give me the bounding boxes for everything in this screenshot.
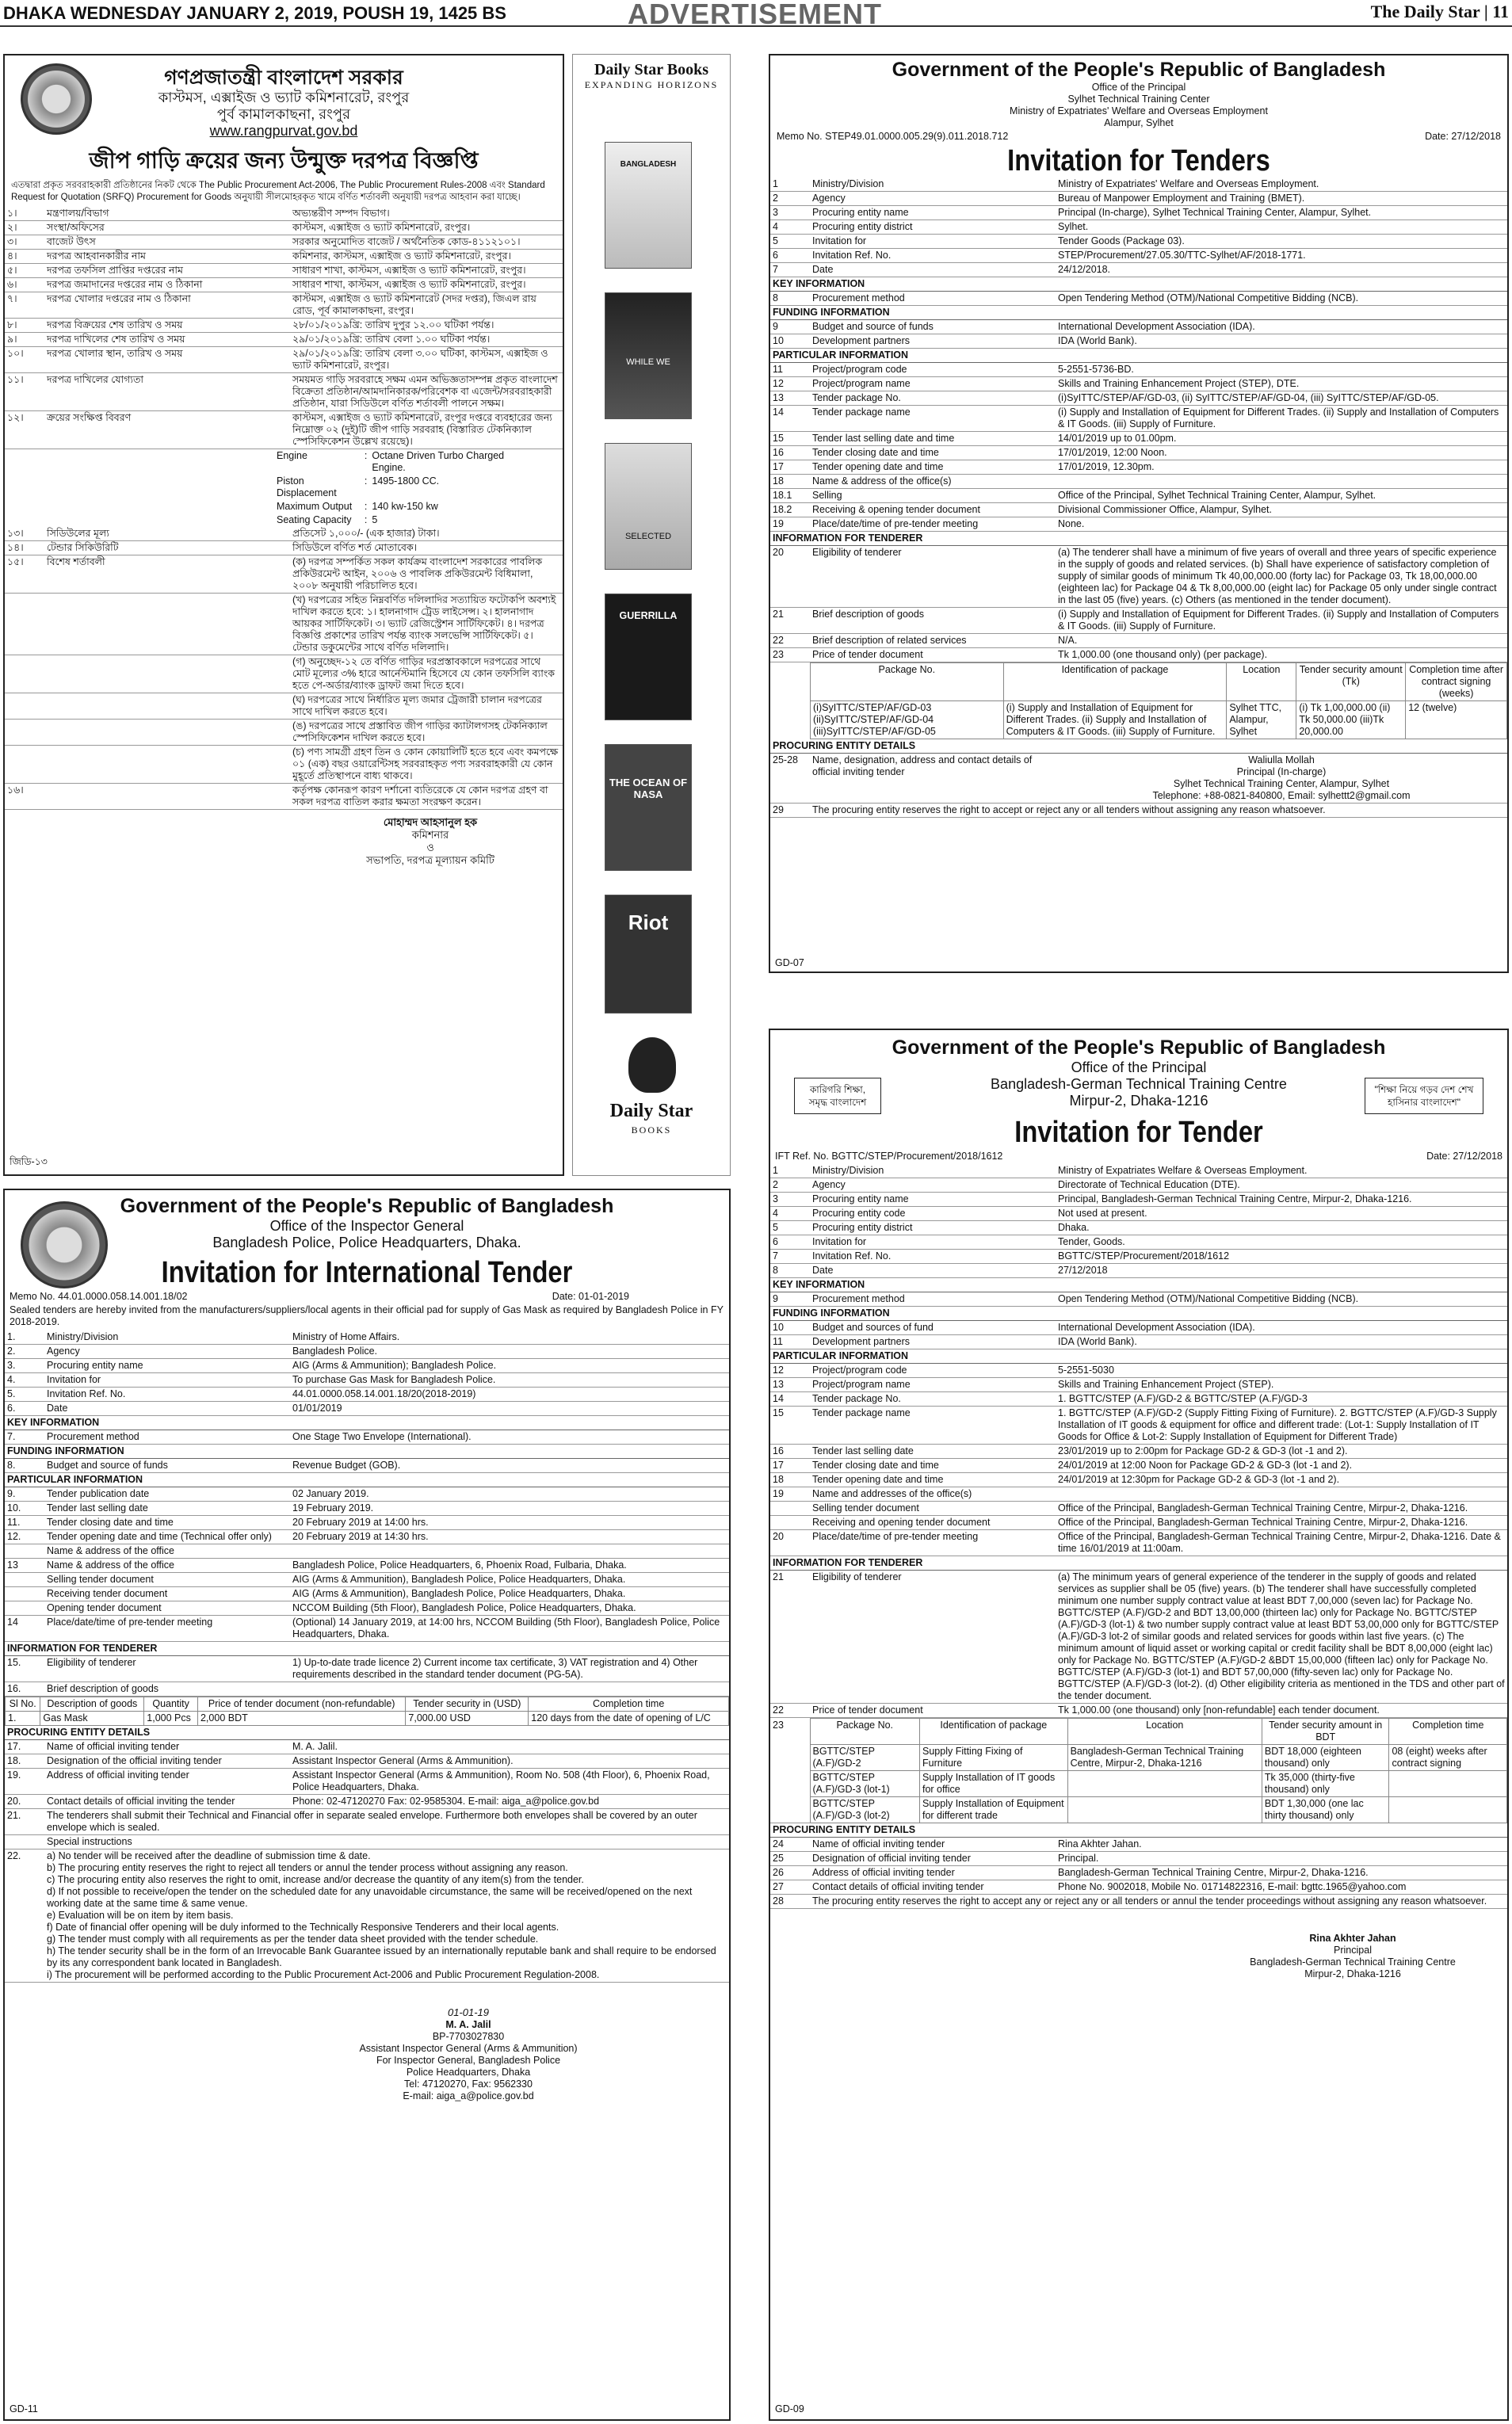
table-cell: Identification of package xyxy=(1003,663,1227,701)
table-row: (ঙ) দরপত্রের সাথে প্রস্তাবিত জীপ গাড়ির ক্যাটালগসহ টেকনিক্যাল স্পেসিফিকেশন দাখিল করতে হবে। xyxy=(5,720,563,746)
mi-table-2: PROCURING ENTITY DETAILS 24 Name of official inviting tender Rina Akhter Jahan. 25 Designation of official inviting tender Principal. 26 Address of official inviting tender Bangladesh-German Technical Training Centre, Mirpur-2, Dhaka-1216. 27 Contact details of official inviting tender Phone No. 9002018, Mobile No. 01714822316, E-mail: bgttc.1965@yahoo.com 28 The procuring entity reserves the right to accept any or reject any or all tenders or annul the tender proceedings without assigning any reason whatsoever. xyxy=(770,1823,1507,1909)
masthead-date: DHAKA WEDNESDAY JANUARY 2, 2019, POUSH 19, 1425 BS xyxy=(3,3,506,23)
table-cell: 120 days from the date of opening of L/C xyxy=(529,1712,729,1726)
text-line: d) If not possible to receive/open the tender on the scheduled date for any unavoidable circumstance, the same will be received/opened on the next working date at the same time & same venue. xyxy=(47,1886,693,1909)
text-line: Bangladesh-German Technical Training Centre xyxy=(1250,1956,1456,1968)
sy-date: Date: 27/12/2018 xyxy=(1425,131,1501,142)
sy-title: Invitation for Tenders xyxy=(1007,144,1270,178)
table-row: 3 Procuring entity name Principal (In-charge), Sylhet Technical Training Center, Alampur, Sylhet. xyxy=(770,206,1507,220)
table-row: 2. Agency Bangladesh Police. xyxy=(5,1345,729,1359)
table-row: 26 Address of official inviting tender Bangladesh-German Technical Training Centre, Mirpur-2, Dhaka-1216. xyxy=(770,1866,1507,1880)
table-row: 27 Contact details of official inviting tender Phone No. 9002018, Mobile No. 01714822316, E-mail: bgttc.1965@yahoo.com xyxy=(770,1880,1507,1895)
sy-package-table xyxy=(810,662,1507,739)
table-row: 3 Procuring entity name Principal, Bangladesh-German Technical Training Centre, Mirpur-2, Dhaka-1216. xyxy=(770,1193,1507,1207)
text-line: Bangladesh-German Technical Training Centre xyxy=(991,1076,1287,1092)
table-row: 22 Brief description of related services N/A. xyxy=(770,634,1507,648)
table-row: PARTICULAR INFORMATION xyxy=(5,1473,729,1487)
bengali-tender-ad xyxy=(3,54,564,1176)
table-row: 4 Procuring entity district Sylhet. xyxy=(770,220,1507,235)
table-row: 16. Brief description of goods xyxy=(5,1682,729,1697)
table-row: INFORMATION FOR TENDERER xyxy=(5,1642,729,1656)
section-title: ADVERTISEMENT xyxy=(628,0,883,30)
table-row: 6 Invitation Ref. No. STEP/Procurement/27.05.30/TTC-Sylhet/AF/2018-1771. xyxy=(770,249,1507,263)
books-logo-name: Daily Star xyxy=(609,1101,693,1121)
table-row: 5. Invitation Ref. No. 44.01.0000.058.14.001.18/20(2018-2019) xyxy=(5,1388,729,1402)
table-row: Selling tender document AIG (Arms & Ammunition), Bangladesh Police, Police Headquarters, Dhaka. xyxy=(5,1573,729,1587)
owl-logo-icon xyxy=(628,1037,676,1093)
table-row: INFORMATION FOR TENDERER xyxy=(770,532,1507,546)
table-row: ১৬। কর্তৃপক্ষ কোনরূপ কারণ দর্শানো ব্যতিরেকে যে কোন দরপত্র গ্রহণ বা সকল দরপত্র বাতিল করার ক্ষমতা সংরক্ষণ করেন। xyxy=(5,784,563,810)
table-cell: (i)SyITTC/STEP/AF/GD-03 (ii)SyITTC/STEP/AF/GD-04 (iii)SyITTC/STEP/AF/GD-05 xyxy=(811,701,1004,739)
table-row: (খ) দরপত্রের সহিত নিম্নবর্ণিত দলিলাদির সত্যায়িত ফটোকপি অবশ্যই দাখিল করতে হবে: ১। হালনাগাদ ট্রেড লাইসেন্স। ২। হালনাগাদ আয়কর সার্টিফিকেট। ৩। ভ্যাট রেজিস্ট্রেশন সার্টিফিকেট। ৪। দরপত্র বিজ্ঞপ্তি প্রকাশের তারিখ পর্যন্ত ব্যাংক সলভেন্সি সার্টিফিকেট। ৫। টেন্ডার ডকুমেন্টের সাথে বর্ণিত দলিলাদি। xyxy=(5,594,563,655)
table-row: FUNDING INFORMATION xyxy=(770,306,1507,320)
bn-intro: এতদ্বারা প্রকৃত সরবরাহকারী প্রতিষ্ঠানের নিকট থেকে The Public Procurement Act-2006, The Public Procurement Rules-2008 এবং Standard Request for Quotation (SRFQ) Procurement for Goods অনুযায়ী সীলমোহরকৃত খামে বর্ণিত শর্তাবলী অনুযায়ী দরপত্র আহবান করা যাচ্ছে। xyxy=(11,181,545,202)
text-line: Mirpur-2, Dhaka-1216 xyxy=(1304,1968,1401,1979)
table-row: 21. The tenderers shall submit their Technical and Financial offer in separate sealed envelope. Furthermore both envelopes shall be covered by an outer envelope which is sealed. xyxy=(5,1809,729,1835)
table-cell: 1. xyxy=(6,1712,40,1726)
table-row: 2 Agency Directorate of Technical Education (DTE). xyxy=(770,1178,1507,1193)
table-row: 28 The procuring entity reserves the right to accept any or reject any or all tenders or annul the tender proceedings without assigning any reason whatsoever. xyxy=(770,1895,1507,1909)
govt-emblem-icon xyxy=(21,63,92,135)
book-cover: BANGLADESH xyxy=(605,142,692,269)
table-row: 14 Tender package name (i) Supply and Installation of Equipment for Different Trades. (ii) Supply and Installation of Computers & IT Goods. (iii) Supply of Furniture. xyxy=(770,406,1507,432)
table-row: 12. Tender opening date and time (Technical offer only) 20 February 2019 at 14:30 hrs. xyxy=(5,1530,729,1544)
table-row: ১২। ক্রয়ের সংক্ষিপ্ত বিবরণ কাস্টমস, এক্সাইজ ও ভ্যাট কমিশনারেট, রংপুর দপ্তরে ব্যবহারের জন্য নিম্নোক্ত ০২ (দুই)টি জীপ গাড়ি সরবরাহ (বিস্তারিত টেকনিক্যাল স্পেসিফিকেশন উল্লেখ রয়েছে)। xyxy=(5,411,563,449)
sy-code: GD-07 xyxy=(775,957,804,968)
table-row: ৮। দরপত্র বিক্রয়ের শেষ তারিখ ও সময় ২৮/০১/২০১৯খ্রি: তারিখ দুপুর ১২.০০ ঘটিকা পর্যন্ত। xyxy=(5,319,563,333)
table-row: ৯। দরপত্র দাখিলের শেষ তারিখ ও সময় ২৯/০১/২০১৯খ্রি: তারিখ বেলা ১.০০ ঘটিকা পর্যন্ত। xyxy=(5,333,563,347)
po-memo-line: Memo No. 44.01.0000.058.14.001.18/02 Date: 01-01-2019 xyxy=(10,1291,629,1302)
table-row: 18 Name & address of the office(s) xyxy=(770,475,1507,489)
sy-gov: Government of the People's Republic of Bangladesh xyxy=(892,59,1386,81)
table-cell: Location xyxy=(1227,663,1296,701)
table-row: ১৪। টেন্ডার সিকিউরিটি সিডিউলে বর্ণিত শর্ত মোতাবেক। xyxy=(5,541,563,555)
table-row: 14 Place/date/time of pre-tender meeting (Optional) 14 January 2019, at 14:00 hrs, NCCOM Building (5th Floor), Bangladesh Police, Police Headquarters, Dhaka. xyxy=(5,1616,729,1642)
text-line: Bangladesh Police, Police Headquarters, Dhaka. xyxy=(212,1235,521,1250)
table-row: 23 Price of tender document Tk 1,000.00 (one thousand only) (per package). xyxy=(770,648,1507,662)
table-row: 12 Project/program code 5-2551-5030 xyxy=(770,1364,1507,1378)
table-row: 17. Name of official inviting tender M. A. Jalil. xyxy=(5,1740,729,1754)
table-row: KEY INFORMATION xyxy=(770,1278,1507,1292)
table-row: 3. Procuring entity name AIG (Arms & Ammunition); Bangladesh Police. xyxy=(5,1359,729,1373)
po-intro: Sealed tenders are hereby invited from the manufacturers/suppliers/local agents in their official pad for supply of Gas Mask as required by Bangladesh Police in FY 2018-2019. xyxy=(10,1304,724,1327)
masthead-right: The Daily Star | 11 xyxy=(1370,2,1509,21)
table-row: 6. Date 01/01/2019 xyxy=(5,1402,729,1416)
table-cell: Sl No. xyxy=(6,1697,40,1712)
sy-proc-head: PROCURING ENTITY DETAILS xyxy=(770,739,1507,754)
table-row: Receiving tender document AIG (Arms & Ammunition), Bangladesh Police, Police Headquarters, Dhaka. xyxy=(5,1587,729,1601)
text-line: a) No tender will be received after the deadline of submission time & date. xyxy=(47,1850,371,1861)
table-row: FUNDING INFORMATION xyxy=(770,1307,1507,1321)
table-row: ৫। দরপত্র তফসিল প্রাপ্তির দপ্তরের নাম সাধারণ শাখা, কাস্টমস, এক্সাইজ ও ভ্যাট কমিশনারেট, রংপুর। xyxy=(5,264,563,278)
police-tender-ad xyxy=(3,1189,731,2421)
po-special: 22. a) No tender will be received after the deadline of submission time & date. b) The procuring entity reserves the right to reject all tenders or annul the tender process without assigning any reason. c) The procuring entity also reserves the right to omit, increase and/or decrease the quantity of any item(s) from the tender. d) If not possible to receive/open the tender on the scheduled date for any unavoidable circumstance, the same will be received/opened on the next working date at the same time & same venue. e) Evaluation will be on item by item basis. f) Date of financial offer opening will be duly informed to the Technically Responsive Tenderers and their local agents. g) The tender must comply with all requirements as per the tender data sheet provided with the tender schedule. h) The tender security shall be in the form of an Irrevocable Bank Guarantee issued by an internationally reputable bank and shall require to be endorsed by its any correspondent bank located in Bangladesh. i) The procurement will be performed according to the Public Procurement Act-2006 and Public Procurement Regulation-2008. xyxy=(5,1849,729,1983)
text-line: Principal xyxy=(1334,1945,1372,1956)
package-row: BGTTC/STEP (A.F)/GD-2 Supply Fitting Fixing of Furniture Bangladesh-German Technical Training Centre, Mirpur-2, Dhaka-1216 BDT 18,000 (eighteen thousand) only 08 (eight) weeks after contract signing xyxy=(770,1745,1507,1771)
po-title: Invitation for International Tender xyxy=(161,1256,573,1289)
bn-signer-role: সভাপতি, দরপত্র মূল্যায়ন কমিটি xyxy=(366,854,494,866)
table-row: 18.2 Receiving & opening tender document Divisional Commissioner Office, Alampur, Sylhet. xyxy=(770,503,1507,517)
bn-office: কাস্টমস, এক্সাইজ ও ভ্যাট কমিশনারেট, রংপুর xyxy=(158,90,410,105)
table-row: Selling tender document Office of the Principal, Bangladesh-German Technical Training Centre, Mirpur-2, Dhaka-1216. xyxy=(770,1502,1507,1516)
bn-address: পুর্ব কামালকাছনা, রংপুর xyxy=(216,106,351,122)
mi-ref-line: IFT Ref. No. BGTTC/STEP/Procurement/2018/1612 Date: 27/12/2018 xyxy=(775,1151,1502,1162)
table-row: 7 Invitation Ref. No. BGTTC/STEP/Procurement/2018/1612 xyxy=(770,1250,1507,1264)
sy-memo-line xyxy=(770,129,1507,144)
table-cell: Package No. xyxy=(811,663,1004,701)
text-line: c) The procuring entity also reserves the right to omit, increase and/or decrease the quantity of any item(s) from the tender. xyxy=(47,1874,584,1885)
po-sig-date: 01-01-19 xyxy=(447,2006,490,2018)
table-row: 25 Designation of official inviting tender Principal. xyxy=(770,1852,1507,1866)
book-cover: SELECTED xyxy=(605,443,692,570)
table-cell: 2,000 BDT xyxy=(197,1712,405,1726)
table-row: (ঘ) দরপত্রের সাথে নির্ধারিত মূল্য জমার ট্রেজারী চালান দরপত্রের সাথে দাখিল করতে হবে। xyxy=(5,693,563,720)
table-row: 8 Procurement method Open Tendering Method (OTM)/National Competitive Bidding (NCB). xyxy=(770,292,1507,306)
bn-signature xyxy=(306,816,563,867)
table-row: 17 Tender opening date and time 17/01/2019, 12.30pm. xyxy=(770,460,1507,475)
text-line: E-mail: aiga_a@police.gov.bd xyxy=(403,2090,534,2101)
bn-web-link[interactable]: www.rangpurvat.gov.bd xyxy=(209,123,358,139)
table-cell: 7,000.00 USD xyxy=(406,1712,529,1726)
bn-title: জীপ গাড়ি ক্রয়ের জন্য উন্মুক্ত দরপত্র বিজ্ঞপ্তি xyxy=(89,148,479,173)
mi-title: Invitation for Tender xyxy=(1014,1116,1263,1149)
table-row: KEY INFORMATION xyxy=(770,277,1507,292)
table-row: 20 Place/date/time of pre-tender meeting Office of the Principal, Bangladesh-German Technical Training Centre, Mirpur-2, Dhaka-1216. Date & time 16/01/2019 at 11:00am. xyxy=(770,1530,1507,1556)
text-line: Office of the Principal xyxy=(1071,1059,1207,1075)
table-cell: Description of goods xyxy=(40,1697,144,1712)
text-line: M. A. Jalil xyxy=(445,2019,491,2030)
text-line: Tel: 47120270, Fax: 9562330 xyxy=(404,2079,533,2090)
table-row: 1 Ministry/Division Ministry of Expatriates' Welfare and Overseas Employment. xyxy=(770,178,1507,192)
po-code: GD-11 xyxy=(10,2403,38,2414)
sy-table xyxy=(770,178,1507,662)
po-goods-table xyxy=(5,1697,729,1726)
table-row: 13 Tender package No. (i)SyITTC/STEP/AF/GD-03, (ii) SyITTC/STEP/AF/GD-04, (iii) SyITTC/STEP/AF/GD-05. xyxy=(770,391,1507,406)
table-row: 7 Date 24/12/2018. xyxy=(770,263,1507,277)
po-signature xyxy=(353,2006,591,2102)
table-row: Special instructions xyxy=(5,1835,729,1849)
table-row: 18. Designation of the official inviting tender Assistant Inspector General (Arms & Ammunition). xyxy=(5,1754,729,1769)
bn-specs xyxy=(274,449,512,527)
table-cell: Sylhet TTC, Alampur, Sylhet xyxy=(1227,701,1296,739)
mi-code: GD-09 xyxy=(775,2403,804,2414)
table-row: ১। মন্ত্রণালয়/বিভাগ অভ্যন্তরীণ সম্পদ বিভাগ। xyxy=(5,207,563,221)
table-row: (চ) পণ্য সামগ্রী গ্রহণ তিন ও কোন কোয়ালিটি হতে হবে এবং কমপক্ষে ০১ (এক) বছর ওয়ারেন্টিসহ সরবরাহকৃত পণ্য সরবরাহকারী যে কোন মুহূর্তে প্রতিস্থাপনে বাধ্য থাকবে। xyxy=(5,746,563,784)
sylhet-tender-ad xyxy=(769,54,1509,973)
mi-slogan-right: "শিক্ষা নিয়ে গড়ব দেশ শেখ হাসিনার বাংলাদেশ" xyxy=(1365,1078,1483,1114)
table-row: 14 Tender package No. 1. BGTTC/STEP (A.F)/GD-2 & BGTTC/STEP (A.F)/GD-3 xyxy=(770,1392,1507,1407)
book-cover: THE OCEAN OF NASA xyxy=(605,744,692,871)
table-row: 21 Eligibility of tenderer (a) The minimum years of general experience of the tenderer in the supply of goods and related services as supplier shall be 05 (five) years. (b) The tenderer shall have successfully completed minimum one number supply contract value at least BDT 7,00,000 (seven lac) for Package No. BGTTC/STEP (A.F)/GD-2 and BDT 13,00,000 (thirteen lac) only for Package No. BGTTC/STEP (A.F)/GD-3 (lot-1) & two number supply contract value at least BDT 53,00,000 only for BGTTC/STEP (A.F)/GD-3 lot-2 of similar goods and related services for goods within last five years. (c) The minimum amount of liquid asset or working capital or credit facility shall be BDT 8,00,000 (eight lac) only for Package No. BGTTC/STEP (A.F)/GD-2 &BDT 15,00,000 (fifteen lac) only for Package No. BGTTC/STEP (A.F)/GD-3 (lot-1) and BDT 57,00,000 (fifty-seven lac) only for Package No. BGTTC/STEP (A.F)/GD-3 (lot-2). (d) Other eligibility criteria as mentioned in the TDS and other part of the tender document. xyxy=(770,1571,1507,1704)
table-row: PARTICULAR INFORMATION xyxy=(770,1349,1507,1364)
table-cell: Price of tender document (non-refundable) xyxy=(197,1697,405,1712)
table-row: 8. Budget and source of funds Revenue Budget (GOB). xyxy=(5,1459,729,1473)
table-row: 6 Invitation for Tender, Goods. xyxy=(770,1235,1507,1250)
po-gov: Government of the People's Republic of Bangladesh xyxy=(120,1195,614,1217)
table-row: ৪। দরপত্র আহবানকারীর নাম কমিশনার, কাস্টমস, এক্সাইজ ও ভ্যাট কমিশনারেট, রংপুর। xyxy=(5,250,563,264)
text-line: Assistant Inspector General (Arms & Ammunition) xyxy=(359,2043,578,2054)
table-row: ১১। দরপত্র দাখিলের যোগ্যতা সময়মত গাড়ি সরবরাহে সক্ষম এমন অভিজ্ঞতাসম্পন্ন প্রকৃত বাংলাদেশ বিক্রেতা প্রতিষ্ঠান/আমদানিকারক/পরিবেশক বা এজেন্ট/সরবরাহকারী প্রতিষ্ঠান, যারা সিডিউলে বর্ণিত শর্তাবলী পালনে সক্ষম। xyxy=(5,373,563,411)
table-row: 10 Budget and sources of fund International Development Association (IDA). xyxy=(770,1321,1507,1335)
bn-code: জিডি-১৩ xyxy=(10,1156,48,1167)
table-cell: Tender security amount (Tk) xyxy=(1296,663,1406,701)
table-row: 2 Agency Bureau of Manpower Employment and Training (BMET). xyxy=(770,192,1507,206)
table-row: (গ) অনুচ্ছেদ-১২ তে বর্ণিত গাড়ির দরপ্রস্তাবকালে দরপত্রের সাথে মোট মূল্যের ৩% হারে আর্নেস্টমানি হিসেবে যে কোন তফসিলি ব্যাংক হতে পে-অর্ডার/ব্যাংক ড্রাফট জমা দিতে হবে। xyxy=(5,655,563,693)
text-line: Mirpur-2, Dhaka-1216 xyxy=(1069,1093,1208,1109)
table-row: 17 Tender closing date and time 24/01/2019 at 12:00 Noon for Package GD-2 & GD-3 (lot -1 and 2). xyxy=(770,1459,1507,1473)
table-row: Name & address of the office xyxy=(5,1544,729,1559)
table-row: 18 Tender opening date and time 24/01/2019 at 12:30pm for Package GD-2 & GD-3 (lot -1 and 2). xyxy=(770,1473,1507,1487)
text-line: Waliulla Mollah xyxy=(1248,754,1315,765)
text-line: Sylhet Technical Training Center xyxy=(1067,94,1210,105)
table-row: 22 Price of tender document Tk 1,000.00 (one thousand) only [non-refundable] each tender document. xyxy=(770,1704,1507,1718)
table-row: 4. Invitation for To purchase Gas Mask for Bangladesh Police. xyxy=(5,1373,729,1388)
bn-signer: মোহাম্মদ আহসানুল হক xyxy=(383,816,478,828)
table-row: 21 Brief description of goods (i) Supply and Installation of Equipment for Different Trades. (ii) Supply and Installation of Computers & IT Goods. (iii) Supply of Furniture. xyxy=(770,608,1507,634)
text-line: Rina Akhter Jahan xyxy=(1309,1933,1396,1944)
page-number: 11 xyxy=(1492,2,1509,21)
mi-package-table: 23 Package No. Identification of package Location Tender security amount in BDT Completion time BGTTC/STEP (A.F)/GD-2 Supply Fitting Fixing of Furniture Bangladesh-German Technical Training Centre, Mirpur-2, Dhaka-1216 BDT 18,000 (eighteen thousand) only 08 (eight) weeks after contract signing BGTTC/STEP (A.F)/GD-3 (lot-1) Supply Installation of IT goods for office Tk 35,000 (thirty-five thousand) only BGTTC/STEP (A.F)/GD-3 (lot-2) Supply Installation of Equipment for different trade BDT 1,30,000 (one lac thirty thousand) only xyxy=(770,1718,1507,1823)
table-row: 9. Tender publication date 02 January 2019. xyxy=(5,1487,729,1502)
book-cover: GUERRILLA xyxy=(605,594,692,720)
text-line: g) The tender must comply with all requirements as per the tender data sheet provided with the tender schedule. xyxy=(47,1933,539,1945)
table-row: 9 Procurement method Open Tendering Method (OTM)/National Competitive Bidding (NCB). xyxy=(770,1292,1507,1307)
book-cover: WHILE WE xyxy=(605,292,692,419)
book-cover: Riot xyxy=(605,895,692,1013)
table-row: Receiving and opening tender document Office of the Principal, Bangladesh-German Technical Training Centre, Mirpur-2, Dhaka-1216. xyxy=(770,1516,1507,1530)
table-row: 11. Tender closing date and time 20 February 2019 at 14:00 hrs. xyxy=(5,1516,729,1530)
masthead xyxy=(0,0,1512,30)
package-row: BGTTC/STEP (A.F)/GD-3 (lot-1) Supply Installation of IT goods for office Tk 35,000 (thirty-five thousand) only xyxy=(770,1771,1507,1797)
table-row: 13 Name & address of the office Bangladesh Police, Police Headquarters, 6, Phoenix Road, Fulbaria, Dhaka. xyxy=(5,1559,729,1573)
spec-row: Engine : Octane Driven Turbo Charged Engine. xyxy=(277,450,505,473)
table-row: 18.1 Selling Office of the Principal, Sylhet Technical Training Center, Alampur, Sylhet. xyxy=(770,489,1507,503)
spec-row: Piston Displacement : 1495-1800 CC. xyxy=(277,475,440,498)
text-line: f) Date of financial offer opening will be duly informed to the Technically Responsive Tenderers and their local agents. xyxy=(47,1922,559,1933)
table-row: 20 Eligibility of tenderer (a) The tenderer shall have a minimum of five years of overall and three years of specific experience in the supply of goods and related services. (b) Shall have experience of satisfactory completion of supply of similar goods of minimum Tk 40,00,000.00 (forty lac) for Package 03, Tk 18,00,000.00 (eighteen lac) for Package 04 & Tk 8,00,000.00 (eight lac) for Package 05 only under single contract in the last 05 (five) years. (c) Others (as mentioned in the tender document). xyxy=(770,546,1507,608)
table-row: ১৫। বিশেষ শর্তাবলী (ক) দরপত্র সম্পর্কিত সকল কার্যক্রম বাংলাদেশ সরকারের পাবলিক প্রকিউরমেন্ট আইন, ২০০৬ ও পাবলিক প্রকিউরমেন্ট বিধিমালা, ২০০৮ অনুযায়ী পরিচালিত হবে। xyxy=(5,555,563,594)
table-row: ৩। বাজেট উৎস সরকার অনুমোদিত বাজেট / অর্থনৈতিক কোড-৪১১২১০১। xyxy=(5,235,563,250)
table-row: 1 Ministry/Division Ministry of Expatriates Welfare & Overseas Employment. xyxy=(770,1164,1507,1178)
mi-table xyxy=(770,1164,1507,1718)
text-line: b) The procuring entity reserves the right to reject all tenders or annul the tender process without assigning any reason. xyxy=(47,1862,568,1873)
table-row: 10 Development partners IDA (World Bank). xyxy=(770,334,1507,349)
table-row: 24 Name of official inviting tender Rina Akhter Jahan. xyxy=(770,1838,1507,1852)
bn-signer-and: ও xyxy=(426,842,434,853)
mi-signature xyxy=(1214,1933,1499,1980)
bn-gov: গণপ্রজাতন্ত্রী বাংলাদেশ সরকার xyxy=(164,67,403,89)
table-row: 11 Project/program code 5-2551-5736-BD. xyxy=(770,363,1507,377)
table-cell: Quantity xyxy=(144,1697,198,1712)
table-row: 19. Address of official inviting tender Assistant Inspector General (Arms & Ammunition), Room No. 508 (4th Floor), 6, Phoenix Road, Police Headquarters, Dhaka. xyxy=(5,1769,729,1795)
table-row: ৬। দরপত্র জমাদানের দপ্তরের নাম ও ঠিকানা সাধারণ শাখা, কাস্টমস, এক্সাইজ ও ভ্যাট কমিশনারেট, রংপুর। xyxy=(5,278,563,292)
table-row: PROCURING ENTITY DETAILS xyxy=(5,1726,729,1740)
table-row: 19 Name and addresses of the office(s) xyxy=(770,1487,1507,1502)
text-line: Office of the Principal xyxy=(1091,82,1186,93)
po-table xyxy=(5,1330,729,1697)
spec-row: Maximum Output : 140 kw-150 kw xyxy=(277,501,438,512)
text-line: BP-7703027830 xyxy=(432,2031,505,2042)
table-row: KEY INFORMATION xyxy=(5,1416,729,1430)
books-tagline: EXPANDING HORIZONS xyxy=(584,79,719,90)
table-cell: (i) Tk 1,00,000.00 (ii) Tk 50,000.00 (iii)Tk 20,000.00 xyxy=(1296,701,1406,739)
bn-signer-title: কমিশনার xyxy=(411,829,449,841)
table-row: 9 Budget and source of funds International Development Association (IDA). xyxy=(770,320,1507,334)
table-cell: 12 (twelve) xyxy=(1406,701,1507,739)
table-row: PARTICULAR INFORMATION xyxy=(770,349,1507,363)
table-row: 10. Tender last selling date 19 February 2019. xyxy=(5,1502,729,1516)
bn-table-2 xyxy=(5,527,563,810)
table-row: 16 Tender closing date and time 17/01/2019, 12:00 Noon. xyxy=(770,446,1507,460)
table-cell: Completion time after contract signing (weeks) xyxy=(1406,663,1507,701)
books-logo-sub: BOOKS xyxy=(631,1124,672,1136)
table-cell: Tender security in (USD) xyxy=(406,1697,529,1712)
package-row: BGTTC/STEP (A.F)/GD-3 (lot-2) Supply Installation of Equipment for different trade BDT 1,30,000 (one lac thirty thousand) only xyxy=(770,1797,1507,1823)
table-row: ২। সংস্থা/অফিসের কাস্টমস, এক্সাইজ ও ভ্যাট কমিশনারেট, রংপুর। xyxy=(5,221,563,235)
table-row: ১০। দরপত্র খোলার স্থান, তারিখ ও সময় ২৯/০১/২০১৯খ্রি: তারিখ বেলা ৩.০০ ঘটিকা, কাস্টমস, এক্সাইজ ও ভ্যাট কমিশনারেট, রংপুর। xyxy=(5,347,563,373)
daily-star-books-ad xyxy=(572,54,731,1176)
table-row: 19 Place/date/time of pre-tender meeting None. xyxy=(770,517,1507,532)
table-row: 1. Ministry/Division Ministry of Home Affairs. xyxy=(5,1330,729,1345)
sy-proc-table: PROCURING ENTITY DETAILS 25-28 Name, designation, address and contact details of official inviting tender Waliulla Mollah Principal (In-charge) Sylhet Technical Training Center, Alampur, Sylhet Telephone: +88-0821-840800, Email: sylhettt2@gmail.com 29 The procuring entity reserves the right to accept or reject any or all tenders without assigning any reason whatsoever. xyxy=(770,739,1507,818)
text-line: Principal (In-charge) xyxy=(1236,766,1327,777)
table-row: 15. Eligibility of tenderer 1) Up-to-date trade licence 2) Current income tax certificate, 3) VAT registration and 4) Other requirements described in the standard tender document (PG-5A). xyxy=(5,1656,729,1682)
table-row: 20. Contact details of official inviting the tender Phone: 02-47120270 Fax: 02-9585304. E-mail: aiga_a@police.gov.bd xyxy=(5,1795,729,1809)
table-row: 12 Project/program name Skills and Training Enhancement Project (STEP), DTE. xyxy=(770,377,1507,391)
table-cell: Gas Mask xyxy=(40,1712,144,1726)
table-cell: 1,000 Pcs xyxy=(144,1712,198,1726)
text-line: i) The procurement will be performed according to the Public Procurement Act-2006 and Public Procurement Regulation-2008. xyxy=(47,1969,600,1980)
bn-table xyxy=(5,207,563,449)
books-title: Daily Star Books xyxy=(594,61,709,78)
table-row: 7. Procurement method One Stage Two Envelope (International). xyxy=(5,1430,729,1445)
text-line: Ministry of Expatriates' Welfare and Overseas Employment xyxy=(1010,105,1268,116)
table-row: 8 Date 27/12/2018 xyxy=(770,1264,1507,1278)
text-line: Sylhet Technical Training Center, Alampur, Sylhet xyxy=(1173,778,1390,789)
mirpur-tender-ad xyxy=(769,1029,1509,2421)
table-row: 11 Development partners IDA (World Bank). xyxy=(770,1335,1507,1349)
table-row: INFORMATION FOR TENDERER xyxy=(770,1556,1507,1571)
table-row: 5 Procuring entity district Dhaka. xyxy=(770,1221,1507,1235)
text-line: Police Headquarters, Dhaka xyxy=(406,2067,531,2078)
text-line: e) Evaluation will be on item by item basis. xyxy=(47,1910,234,1921)
table-cell: (i) Supply and Installation of Equipment for Different Trades. (ii) Supply and Installation of Computers & IT Goods. (iii) Supply of Furniture. xyxy=(1003,701,1227,739)
table-row: 4 Procuring entity code Not used at present. xyxy=(770,1207,1507,1221)
table-row: ১৩। সিডিউলের মূল্য প্রতিসেট ১,০০০/- (এক হাজার) টাকা। xyxy=(5,527,563,541)
text-line: Telephone: +88-0821-840800, Email: sylhettt2@gmail.com xyxy=(1152,790,1411,801)
text-line: h) The tender security shall be in the form of an Irrevocable Bank Guarantee issued by an internationally reputable bank and shall require to be endorsed by its any correspondent bank located in Bangladesh. xyxy=(47,1945,716,1968)
table-row: Opening tender document NCCOM Building (5th Floor), Bangladesh Police, Police Headquarters, Dhaka. xyxy=(5,1601,729,1616)
table-cell: Completion time xyxy=(529,1697,729,1712)
text-line: Alampur, Sylhet xyxy=(1104,117,1174,128)
sy-memo: Memo No. STEP49.01.0000.005.29(9).011.2018.712 xyxy=(777,131,1009,142)
mi-slogan-left: কারিগরি শিক্ষা, সমৃদ্ধ বাংলাদেশ xyxy=(794,1078,881,1114)
text-line: Office of the Inspector General xyxy=(269,1218,464,1234)
table-row: 15 Tender last selling date and time 14/01/2019 up to 01.00pm. xyxy=(770,432,1507,446)
table-row: ৭। দরপত্র খোলার দপ্তরের নাম ও ঠিকানা কাস্টমস, এক্সাইজ ও ভ্যাট কমিশনারেট (সদর দপ্তর), জিএল রায় রোড, পূর্ব কামালকাছনা, রংপুর। xyxy=(5,292,563,319)
paper-name: The Daily Star xyxy=(1370,2,1480,21)
po-table-2 xyxy=(5,1726,729,1849)
text-line: For Inspector General, Bangladesh Police xyxy=(376,2055,561,2066)
spec-row: Seating Capacity : 5 xyxy=(277,514,378,525)
table-row: 5 Invitation for Tender Goods (Package 03). xyxy=(770,235,1507,249)
table-row: 15 Tender package name 1. BGTTC/STEP (A.F)/GD-2 (Supply Fitting Fixing of Furniture). 2. BGTTC/STEP (A.F)/GD-3 Supply Installation of IT goods & equipment for office and different trade: (Lot-1: Supply Installation of IT Goods for Office & Lot-2: Supply Installation of Equipment for Different Trade) xyxy=(770,1407,1507,1445)
table-row: FUNDING INFORMATION xyxy=(5,1445,729,1459)
table-row: 13 Project/program name Skills and Training Enhancement Project (STEP). xyxy=(770,1378,1507,1392)
mi-gov: Government of the People's Republic of Bangladesh xyxy=(892,1036,1386,1059)
table-row: 16 Tender last selling date 23/01/2019 up to 2:00pm for Package GD-2 & GD-3 (lot -1 and 2). xyxy=(770,1445,1507,1459)
